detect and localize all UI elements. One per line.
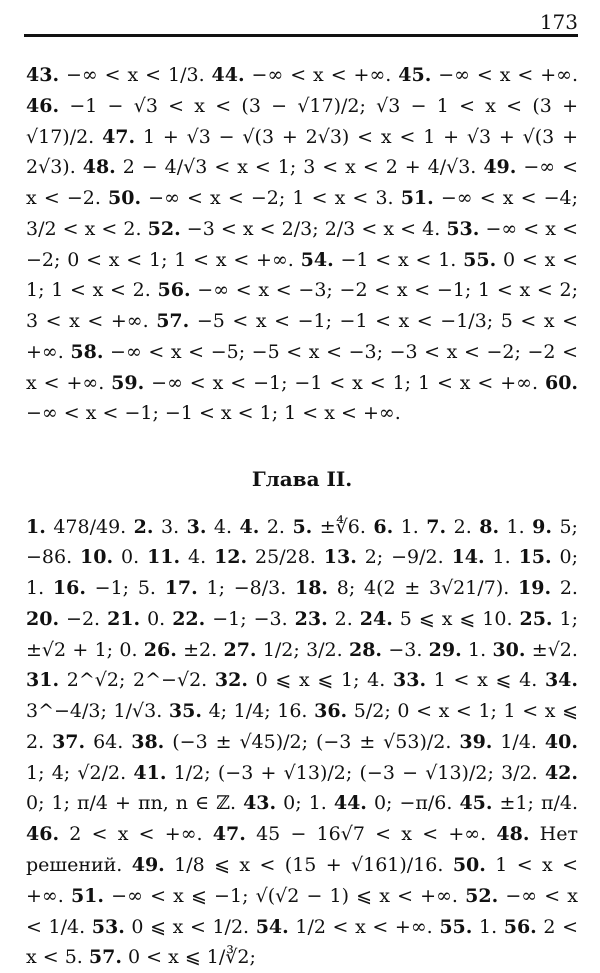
answer-number: 6. bbox=[373, 515, 394, 538]
answer-text: −∞ < x < +∞. bbox=[438, 64, 579, 86]
answer-text: 1/4. bbox=[500, 730, 537, 753]
answer-number: 47. bbox=[102, 125, 136, 148]
answer-number: 50. bbox=[108, 187, 142, 210]
answer-text: −∞ < x < 1/3. bbox=[66, 64, 205, 86]
answer-number: 60. bbox=[544, 371, 579, 394]
answer-number: 48. bbox=[496, 823, 530, 846]
answer-number: 34. bbox=[544, 669, 578, 692]
answer-number: 10. bbox=[80, 546, 114, 569]
answer-text: −∞ < x < −2. bbox=[26, 156, 578, 210]
answer-text: 0 < x < 1; 1 < x < 2. bbox=[26, 248, 579, 302]
answer-text: 1. bbox=[492, 546, 511, 569]
answer-number: 49. bbox=[131, 854, 165, 876]
answer-text: 45 − 16√7 < x < +∞. bbox=[256, 823, 487, 846]
answer-number: 45. bbox=[398, 64, 432, 86]
answer-text: −∞ < x < −1; −1 < x < 1; 1 < x < +∞. bbox=[26, 402, 401, 425]
chapter-1-answers bbox=[26, 60, 578, 429]
answer-text: 1/2 < x < +∞. bbox=[295, 915, 433, 938]
answer-number: 39. bbox=[459, 730, 493, 753]
answer-number: 44. bbox=[333, 792, 367, 815]
answer-number: 53. bbox=[91, 915, 125, 938]
answer-number: 56. bbox=[503, 915, 537, 938]
answer-number: 43. bbox=[243, 792, 277, 815]
answer-number: 29. bbox=[428, 638, 462, 661]
answer-number: 32. bbox=[214, 669, 248, 692]
answer-number: 46. bbox=[26, 823, 60, 846]
answer-number: 33. bbox=[393, 669, 427, 692]
answer-number: 3. bbox=[186, 515, 207, 538]
answer-text: 1; −8/3. bbox=[206, 577, 287, 600]
answer-number: 28. bbox=[348, 638, 383, 661]
answer-text: 2. bbox=[559, 577, 578, 600]
chapter-heading: Глава II. bbox=[251, 467, 353, 492]
answer-number: 44. bbox=[211, 64, 245, 86]
answer-text: 2 < x < 5. bbox=[26, 915, 579, 969]
answer-text: −∞ < x < −2; 0 < x < 1; 1 < x < +∞. bbox=[26, 217, 578, 271]
answer-number: 31. bbox=[26, 669, 60, 692]
answer-number: 45. bbox=[459, 792, 493, 815]
answer-number: 27. bbox=[223, 638, 257, 661]
answer-text: −∞ < x < 1/4. bbox=[26, 884, 579, 938]
answer-number: 50. bbox=[452, 854, 486, 876]
answer-text: −∞ < x < −2; 1 < x < 3. bbox=[148, 187, 394, 210]
answer-number: 38. bbox=[131, 730, 165, 753]
answer-text: 0; 1. bbox=[26, 546, 579, 600]
answer-number: 26. bbox=[143, 638, 177, 661]
answer-text: 2. bbox=[266, 515, 285, 538]
answer-text: 5/2; 0 < x < 1; 1 < x ⩽ 2. bbox=[26, 700, 579, 753]
answer-text: 3. bbox=[160, 515, 180, 538]
top-rule bbox=[24, 34, 578, 37]
answer-number: 54. bbox=[255, 915, 289, 938]
answer-text: 1/8 ⩽ x < (15 + √161)/16. bbox=[174, 854, 444, 876]
answer-text: −3 < x < 2/3; 2/3 < x < 4. bbox=[186, 217, 441, 240]
answer-number: 20. bbox=[26, 607, 60, 630]
answer-number: 49. bbox=[483, 156, 517, 179]
answer-number: 56. bbox=[157, 279, 191, 302]
answer-text: 4; 1/4; 16. bbox=[208, 700, 308, 723]
answer-number: 58. bbox=[70, 340, 104, 363]
answer-text: 2; −9/2. bbox=[364, 546, 444, 569]
answer-text: Нет решений. bbox=[26, 823, 578, 876]
answer-text: 5 ⩽ x ⩽ 10. bbox=[399, 607, 513, 630]
answer-text: 0. bbox=[147, 607, 166, 630]
answer-text: 0 ⩽ x < 1/2. bbox=[131, 915, 250, 938]
answer-text: 1. bbox=[468, 638, 487, 661]
answer-text: ±∜6. bbox=[319, 515, 366, 538]
answer-number: 12. bbox=[214, 546, 248, 569]
answer-number: 35. bbox=[168, 700, 202, 723]
answer-number: 11. bbox=[147, 546, 181, 569]
answer-text: −∞ < x < −1; −1 < x < 1; 1 < x < +∞. bbox=[151, 371, 539, 394]
answer-number: 30. bbox=[492, 638, 526, 661]
answer-number: 23. bbox=[294, 607, 328, 630]
answer-number: 13. bbox=[323, 546, 357, 569]
answer-number: 18. bbox=[294, 577, 329, 600]
answer-text: 1; ±√2 + 1; 0. bbox=[26, 607, 578, 661]
answer-number: 55. bbox=[439, 915, 473, 938]
chapter-2-answers bbox=[26, 512, 578, 973]
answer-number: 5. bbox=[292, 515, 313, 538]
answer-number: 48. bbox=[82, 156, 116, 179]
answer-number: 16. bbox=[52, 577, 86, 600]
answer-text: 0 < x ⩽ 1/∛2; bbox=[128, 946, 256, 969]
answer-text: 2^√2; 2^−√2. bbox=[66, 669, 208, 692]
answer-number: 21. bbox=[107, 607, 141, 630]
answer-text: 5; −86. bbox=[26, 515, 578, 569]
answer-number: 14. bbox=[451, 546, 485, 569]
answer-number: 40. bbox=[544, 730, 578, 753]
answer-text: 1/2; 3/2. bbox=[262, 638, 343, 661]
answer-number: 59. bbox=[111, 371, 145, 394]
answer-number: 46. bbox=[26, 94, 60, 117]
answer-number: 17. bbox=[164, 577, 198, 600]
answer-number: 51. bbox=[400, 187, 434, 210]
answer-text: −2. bbox=[66, 607, 101, 630]
answer-text: 8; 4(2 ± 3√21/7). bbox=[336, 577, 510, 600]
answer-text: 64. bbox=[93, 730, 124, 753]
answer-number: 8. bbox=[479, 515, 500, 538]
answer-number: 2. bbox=[133, 515, 154, 538]
answer-text: 1 < x ⩽ 4. bbox=[433, 669, 538, 692]
answer-text: (−3 ± √45)/2; (−3 ± √53)/2. bbox=[172, 730, 452, 753]
answer-text: 0; 1; π/4 + πn, n ∈ ℤ. bbox=[26, 792, 237, 815]
answer-text: −1 − √3 < x < (3 − √17)/2; √3 − 1 < x < (3 + √17)/2. bbox=[26, 94, 579, 148]
page-content bbox=[26, 60, 578, 973]
answer-text: −∞ < x < −5; −5 < x < −3; −3 < x < −2; −2 < x < +∞. bbox=[26, 340, 578, 394]
answer-number: 9. bbox=[532, 515, 552, 538]
answer-text: 0; −π/6. bbox=[373, 792, 453, 815]
answer-text: ±√2. bbox=[531, 638, 578, 661]
answer-text: 2 < x < +∞. bbox=[69, 823, 203, 846]
answer-text: −1; −3. bbox=[212, 607, 288, 630]
answer-number: 22. bbox=[172, 607, 206, 630]
answer-text: −∞ < x ⩽ −1; √(√2 − 1) ⩽ x < +∞. bbox=[111, 884, 458, 907]
answer-number: 19. bbox=[518, 577, 552, 600]
answer-text: 1 < x < +∞. bbox=[26, 854, 578, 907]
answer-number: 42. bbox=[544, 761, 578, 784]
answer-text: 1/2; (−3 + √13)/2; (−3 − √13)/2; 3/2. bbox=[173, 761, 538, 784]
answer-number: 54. bbox=[300, 248, 334, 271]
answer-text: 0 ⩽ x ⩽ 1; 4. bbox=[255, 669, 386, 692]
answer-number: 52. bbox=[465, 884, 499, 907]
answer-number: 25. bbox=[519, 607, 553, 630]
answer-number: 57. bbox=[88, 946, 122, 969]
answer-number: 47. bbox=[212, 823, 246, 846]
answer-number: 36. bbox=[314, 700, 348, 723]
answer-number: 37. bbox=[52, 730, 86, 753]
answer-text: −∞ < x < +∞. bbox=[251, 64, 392, 86]
answer-text: −5 < x < −1; −1 < x < −1/3; 5 < x < +∞. bbox=[26, 310, 579, 363]
answer-number: 51. bbox=[70, 884, 105, 907]
answer-text: 3^−4/3; 1/√3. bbox=[26, 700, 163, 723]
answer-number: 52. bbox=[147, 217, 181, 240]
answer-text: 1. bbox=[506, 515, 525, 538]
answer-number: 43. bbox=[26, 64, 60, 86]
answer-text: 25/28. bbox=[255, 546, 316, 569]
answer-text: −∞ < x < −4; 3/2 < x < 2. bbox=[26, 187, 578, 240]
answer-text: −∞ < x < −3; −2 < x < −1; 1 < x < 2; 3 < x < +∞. bbox=[26, 279, 579, 333]
page-number: 173 bbox=[539, 10, 578, 34]
answer-text: ±1; π/4. bbox=[499, 792, 578, 815]
answer-number: 24. bbox=[359, 607, 393, 630]
answer-number: 57. bbox=[156, 310, 190, 333]
answer-text: 1 + √3 − √(3 + 2√3) < x < 1 + √3 + √(3 + 2√3). bbox=[26, 125, 579, 179]
answer-text: 0. bbox=[121, 546, 140, 569]
answer-text: 2 − 4/√3 < x < 1; 3 < x < 2 + 4/√3. bbox=[122, 156, 477, 179]
answer-text: 0; 1. bbox=[283, 792, 327, 815]
answer-text: 4. bbox=[213, 515, 233, 538]
answer-text: 4. bbox=[188, 546, 207, 569]
answer-text: 2. bbox=[453, 515, 472, 538]
answer-text: −3. bbox=[388, 638, 423, 661]
answer-number: 15. bbox=[518, 546, 552, 569]
answer-number: 41. bbox=[133, 761, 167, 784]
answer-text: 478/49. bbox=[53, 515, 127, 538]
answer-text: ±2. bbox=[183, 638, 218, 661]
answer-number: 4. bbox=[239, 515, 260, 538]
answer-text: 1. bbox=[478, 915, 498, 938]
answer-text: −1 < x < 1. bbox=[340, 248, 457, 271]
answer-number: 7. bbox=[426, 515, 447, 538]
answer-text: 1; 4; √2/2. bbox=[26, 761, 127, 784]
answer-number: 1. bbox=[26, 515, 46, 538]
answer-number: 55. bbox=[463, 248, 497, 271]
answer-text: 1. bbox=[400, 515, 419, 538]
answer-text: 2. bbox=[334, 607, 353, 630]
answer-text: −1; 5. bbox=[94, 577, 156, 600]
answer-number: 53. bbox=[446, 217, 480, 240]
